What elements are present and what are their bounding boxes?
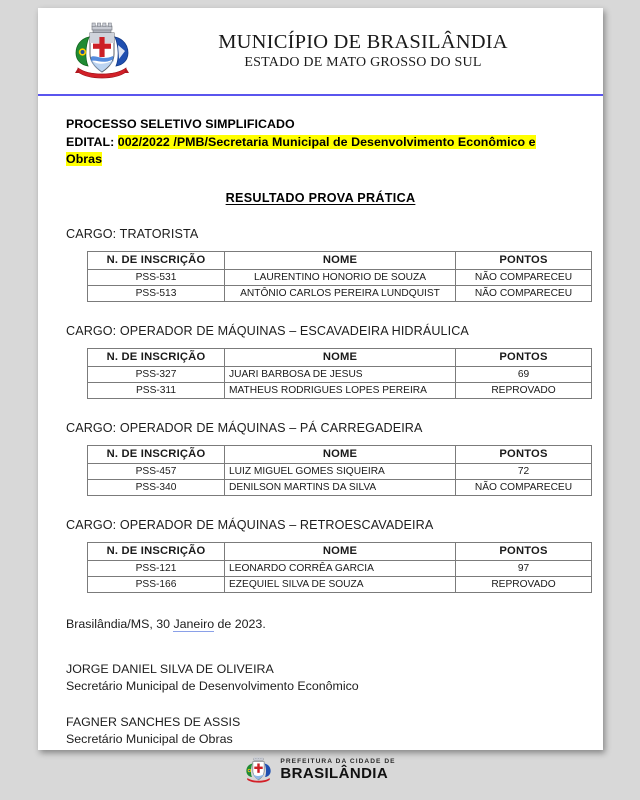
cell-nome: EZEQUIEL SILVA DE SOUZA	[225, 576, 456, 592]
table-header-row	[88, 445, 592, 463]
cell-inscricao: PSS-457	[88, 463, 225, 479]
document-page	[38, 8, 603, 750]
cargo-label: CARGO: OPERADOR DE MÁQUINAS – PÁ CARREGADEIRA	[66, 420, 423, 435]
table-row	[88, 576, 592, 592]
table-row	[88, 382, 592, 398]
page-title: MUNICÍPIO DE BRASILÂNDIA	[218, 31, 508, 53]
signatory-name: JORGE DANIEL SILVA DE OLIVEIRA	[66, 661, 274, 676]
cell-pontos: 97	[456, 560, 592, 576]
cell-nome: LUIZ MIGUEL GOMES SIQUEIRA	[225, 463, 456, 479]
cell-nome: LAURENTINO HONORIO DE SOUZA	[225, 269, 456, 285]
column-header-nome: NOME	[225, 542, 456, 560]
column-header-pontos: PONTOS	[456, 445, 592, 463]
cell-inscricao: PSS-121	[88, 560, 225, 576]
edital-line-1: PROCESSO SELETIVO SIMPLIFICADO	[66, 117, 295, 131]
footer-text-group	[280, 759, 395, 782]
cell-nome: MATHEUS RODRIGUES LOPES PEREIRA	[225, 382, 456, 398]
page-subtitle: ESTADO DE MATO GROSSO DO SUL	[244, 55, 482, 71]
column-header-inscricao: N. DE INSCRIÇÃO	[88, 445, 225, 463]
cargo-label: CARGO: OPERADOR DE MÁQUINAS – ESCAVADEIRA HIDRÁULICA	[66, 323, 469, 338]
table-header-row	[88, 251, 592, 269]
table-row	[88, 366, 592, 382]
table-header-row	[88, 348, 592, 366]
closing-date	[66, 617, 575, 631]
cell-pontos: NÃO COMPARECEU	[456, 479, 592, 495]
cell-pontos: NÃO COMPARECEU	[456, 269, 592, 285]
signatory-role: Secretário Municipal de Desenvolvimento Econômico	[66, 678, 359, 693]
table-row	[88, 560, 592, 576]
column-header-pontos: PONTOS	[456, 251, 592, 269]
cell-nome: JUARI BARBOSA DE JESUS	[225, 366, 456, 382]
cargo-section	[66, 324, 575, 399]
date-month: Janeiro	[173, 616, 215, 631]
header-title-group	[148, 30, 578, 72]
cargo-label: CARGO: OPERADOR DE MÁQUINAS – RETROESCAVADEIRA	[66, 517, 434, 532]
column-header-nome: NOME	[225, 445, 456, 463]
cell-pontos: 69	[456, 366, 592, 382]
brasilandia-coat-of-arms-icon	[244, 756, 273, 785]
results-table	[87, 251, 592, 302]
edital-line-3	[66, 151, 575, 169]
cargo-section	[66, 227, 575, 302]
table-row	[88, 269, 592, 285]
results-table	[87, 542, 592, 593]
edital-notice	[66, 116, 575, 169]
edital-highlight-2: Obras	[66, 152, 103, 167]
edital-line-2	[66, 134, 575, 152]
edital-highlight-1: 002/2022 /PMB/Secretaria Municipal de Desenvolvimento Econômico e	[117, 134, 536, 149]
column-header-nome: NOME	[225, 251, 456, 269]
results-table	[87, 445, 592, 496]
cell-pontos: 72	[456, 463, 592, 479]
table-header-row	[88, 542, 592, 560]
column-header-pontos: PONTOS	[456, 542, 592, 560]
footer-tagline: PREFEITURA DA CIDADE DE	[280, 758, 396, 766]
signature-block	[66, 714, 575, 747]
result-heading: RESULTADO PROVA PRÁTICA	[225, 190, 416, 205]
edital-label: EDITAL:	[66, 134, 118, 149]
cargo-section	[66, 421, 575, 496]
column-header-nome: NOME	[225, 348, 456, 366]
footer-city-name: BRASILÂNDIA	[280, 765, 389, 783]
cell-pontos: REPROVADO	[456, 382, 592, 398]
signatory-role: Secretário Municipal de Obras	[66, 732, 233, 747]
cell-nome: LEONARDO CORRÊA GARCIA	[225, 560, 456, 576]
cell-nome: DENILSON MARTINS DA SILVA	[225, 479, 456, 495]
cell-nome: ANTÔNIO CARLOS PEREIRA LUNDQUIST	[225, 285, 456, 301]
column-header-inscricao: N. DE INSCRIÇÃO	[88, 542, 225, 560]
column-header-inscricao: N. DE INSCRIÇÃO	[88, 251, 225, 269]
footer-brand	[0, 756, 640, 785]
signature-block	[66, 661, 575, 694]
cell-inscricao: PSS-340	[88, 479, 225, 495]
cell-inscricao: PSS-311	[88, 382, 225, 398]
cell-inscricao: PSS-166	[88, 576, 225, 592]
cargo-section	[66, 518, 575, 593]
document-body	[38, 96, 603, 748]
cell-inscricao: PSS-513	[88, 285, 225, 301]
cell-pontos: REPROVADO	[456, 576, 592, 592]
signatory-name: FAGNER SANCHES DE ASSIS	[66, 715, 241, 730]
cell-pontos: NÃO COMPARECEU	[456, 285, 592, 301]
table-row	[88, 463, 592, 479]
column-header-pontos: PONTOS	[456, 348, 592, 366]
results-table	[87, 348, 592, 399]
document-header	[38, 8, 603, 95]
brasilandia-coat-of-arms-icon	[71, 21, 133, 83]
column-header-inscricao: N. DE INSCRIÇÃO	[88, 348, 225, 366]
table-row	[88, 479, 592, 495]
cell-inscricao: PSS-327	[88, 366, 225, 382]
date-suffix: de 2023.	[214, 616, 266, 631]
date-prefix: Brasilândia/MS, 30	[66, 616, 174, 631]
table-row	[88, 285, 592, 301]
cargo-label: CARGO: TRATORISTA	[66, 226, 199, 241]
cell-inscricao: PSS-531	[88, 269, 225, 285]
